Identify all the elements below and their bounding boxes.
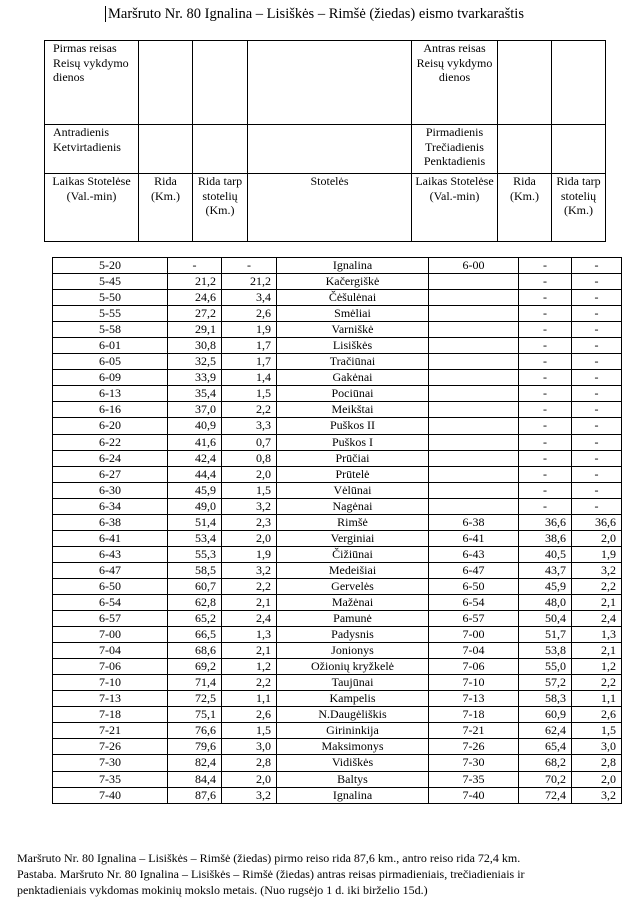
cell-between: 3,4 xyxy=(222,290,277,306)
cell-between: 1,1 xyxy=(222,691,277,707)
cell-time: 5-50 xyxy=(53,290,168,306)
cell-km: 53,4 xyxy=(168,530,222,546)
cell-between: 2,4 xyxy=(222,611,277,627)
cell-km: 76,6 xyxy=(168,723,222,739)
table-row xyxy=(53,627,622,643)
cell-km: 21,2 xyxy=(168,274,222,290)
cell-stop: Smėliai xyxy=(277,306,429,322)
cell-stop: Baltys xyxy=(277,771,429,787)
cell-time2 xyxy=(429,322,519,338)
cell-km2: - xyxy=(519,498,572,514)
cell-km2: 50,4 xyxy=(519,611,572,627)
cell-stop: Ignalina xyxy=(277,787,429,803)
cell-km: 71,4 xyxy=(168,675,222,691)
cell-time: 5-58 xyxy=(53,322,168,338)
cell-between2: 1,5 xyxy=(572,723,622,739)
cell-km2: - xyxy=(519,258,572,274)
cell-km2: 68,2 xyxy=(519,755,572,771)
cell-km2: - xyxy=(519,466,572,482)
second-trip-label: Antras reisas Reisų vykdymo dienos xyxy=(412,41,498,125)
table-row xyxy=(53,578,622,594)
cell-time2: 7-18 xyxy=(429,707,519,723)
cell-between2: - xyxy=(572,258,622,274)
cell-between: 1,9 xyxy=(222,322,277,338)
cell-time: 7-26 xyxy=(53,739,168,755)
cell-stop: Vidiškės xyxy=(277,755,429,771)
cell-time2: 6-57 xyxy=(429,611,519,627)
table-row xyxy=(53,386,622,402)
cell-between: 2,2 xyxy=(222,675,277,691)
cell-km2: 53,8 xyxy=(519,643,572,659)
cell-km2: 48,0 xyxy=(519,594,572,610)
cell-time: 7-35 xyxy=(53,771,168,787)
cell-time: 6-54 xyxy=(53,594,168,610)
cell-km2: 72,4 xyxy=(519,787,572,803)
cell-km: 27,2 xyxy=(168,306,222,322)
table-row xyxy=(53,498,622,514)
cell-between: 0,7 xyxy=(222,434,277,450)
cell-km2: 60,9 xyxy=(519,707,572,723)
cell-km: 82,4 xyxy=(168,755,222,771)
cell-time2: 6-43 xyxy=(429,546,519,562)
cell-time: 6-22 xyxy=(53,434,168,450)
cell-between2: - xyxy=(572,466,622,482)
cell-stop: Puškos I xyxy=(277,434,429,450)
cell-time: 7-40 xyxy=(53,787,168,803)
cell-time2 xyxy=(429,466,519,482)
schedule-header-table xyxy=(44,40,606,242)
cell-stop: Jonionys xyxy=(277,643,429,659)
cell-km2: 38,6 xyxy=(519,530,572,546)
cell-time: 7-04 xyxy=(53,643,168,659)
col-header-time: Laikas Stotelėse (Val.-min) xyxy=(45,174,139,242)
cell-between: 3,3 xyxy=(222,418,277,434)
table-row xyxy=(53,402,622,418)
cell-km2: 55,0 xyxy=(519,659,572,675)
cell-km: 45,9 xyxy=(168,482,222,498)
cell-km: 40,9 xyxy=(168,418,222,434)
cell-time2: 7-21 xyxy=(429,723,519,739)
table-row xyxy=(53,723,622,739)
cell-km: 44,4 xyxy=(168,466,222,482)
table-row xyxy=(53,290,622,306)
col-header-km2: Rida (Km.) xyxy=(498,174,552,242)
cell-km2: 40,5 xyxy=(519,546,572,562)
first-trip-label: Pirmas reisas Reisų vykdymo dienos xyxy=(45,41,139,125)
cell-time2: 6-41 xyxy=(429,530,519,546)
cell-time2 xyxy=(429,402,519,418)
table-row xyxy=(53,418,622,434)
cell-between2: - xyxy=(572,290,622,306)
page-title: Maršruto Nr. 80 Ignalina – Lisiškės – Rimšė (žiedas) eismo tvarkaraštis xyxy=(0,6,629,23)
cell-between: - xyxy=(222,258,277,274)
cell-stop: Čižiūnai xyxy=(277,546,429,562)
cell-stop: Medeišiai xyxy=(277,562,429,578)
cell-km2: 43,7 xyxy=(519,562,572,578)
table-row xyxy=(53,643,622,659)
cell-between2: 2,4 xyxy=(572,611,622,627)
cell-between: 1,5 xyxy=(222,386,277,402)
cell-km: 79,6 xyxy=(168,739,222,755)
cell-time: 6-47 xyxy=(53,562,168,578)
cell-between: 1,5 xyxy=(222,723,277,739)
cell-km: 72,5 xyxy=(168,691,222,707)
table-row xyxy=(53,258,622,274)
cell-km2: - xyxy=(519,418,572,434)
cell-km: 41,6 xyxy=(168,434,222,450)
table-row xyxy=(53,530,622,546)
cell-km2: 58,3 xyxy=(519,691,572,707)
cell-stop: Rimšė xyxy=(277,514,429,530)
table-row xyxy=(53,659,622,675)
table-row xyxy=(53,354,622,370)
cell-time2: 6-38 xyxy=(429,514,519,530)
table-row xyxy=(53,707,622,723)
cell-stop: Tračiūnai xyxy=(277,354,429,370)
cell-time2: 6-54 xyxy=(429,594,519,610)
cell-time2: 7-40 xyxy=(429,787,519,803)
col-header-between: Rida tarp stotelių (Km.) xyxy=(193,174,248,242)
cell-between2: - xyxy=(572,482,622,498)
remark-line-1: Pastaba. Maršruto Nr. 80 Ignalina – Lisiškės – Rimšė (žiedas) antras reisas pirmadieniais, trečiadieniais ir xyxy=(17,867,525,881)
cell-km2: - xyxy=(519,306,572,322)
cell-km: 51,4 xyxy=(168,514,222,530)
cell-stop: Girininkija xyxy=(277,723,429,739)
cell-km: 30,8 xyxy=(168,338,222,354)
cell-time: 7-21 xyxy=(53,723,168,739)
cell-time2 xyxy=(429,338,519,354)
cell-stop: Nagėnai xyxy=(277,498,429,514)
col-header-time2: Laikas Stotelėse (Val.-min) xyxy=(412,174,498,242)
cell-between: 1,5 xyxy=(222,482,277,498)
table-row xyxy=(53,338,622,354)
cell-between2: 2,1 xyxy=(572,643,622,659)
cell-between2: - xyxy=(572,322,622,338)
cell-km2: 51,7 xyxy=(519,627,572,643)
cell-time2 xyxy=(429,418,519,434)
table-row xyxy=(53,771,622,787)
cell-between2: 36,6 xyxy=(572,514,622,530)
cell-km2: - xyxy=(519,434,572,450)
cell-between: 2,6 xyxy=(222,707,277,723)
cell-time2: 7-35 xyxy=(429,771,519,787)
cell-km2: - xyxy=(519,450,572,466)
cell-km2: - xyxy=(519,386,572,402)
cell-time2: 7-13 xyxy=(429,691,519,707)
cell-time2 xyxy=(429,386,519,402)
cell-stop: Pociūnai xyxy=(277,386,429,402)
cell-km: 68,6 xyxy=(168,643,222,659)
table-row xyxy=(53,675,622,691)
cell-between2: - xyxy=(572,370,622,386)
cell-stop: Gervelės xyxy=(277,578,429,594)
cell-time2 xyxy=(429,434,519,450)
cell-stop: Kampelis xyxy=(277,691,429,707)
cell-time: 6-50 xyxy=(53,578,168,594)
cell-between: 3,2 xyxy=(222,498,277,514)
cell-between2: - xyxy=(572,450,622,466)
cell-between: 2,0 xyxy=(222,771,277,787)
cell-between2: 2,8 xyxy=(572,755,622,771)
table-row xyxy=(53,370,622,386)
cell-time: 6-57 xyxy=(53,611,168,627)
cell-stop: Mažėnai xyxy=(277,594,429,610)
cell-time: 6-16 xyxy=(53,402,168,418)
cell-time2: 7-10 xyxy=(429,675,519,691)
cell-between: 1,3 xyxy=(222,627,277,643)
cell-between: 3,2 xyxy=(222,787,277,803)
remark-line-2: penktadieniais vykdomas mokinių mokslo metais. (Nuo rugsėjo 1 d. iki birželio 15d.) xyxy=(17,883,428,897)
cell-stop: Ignalina xyxy=(277,258,429,274)
cell-stop: Lisiškės xyxy=(277,338,429,354)
cell-between2: 1,3 xyxy=(572,627,622,643)
cell-km: 29,1 xyxy=(168,322,222,338)
cell-km: 49,0 xyxy=(168,498,222,514)
cell-stop: Verginiai xyxy=(277,530,429,546)
cell-between2: 2,0 xyxy=(572,530,622,546)
cell-km: 37,0 xyxy=(168,402,222,418)
cell-km2: 70,2 xyxy=(519,771,572,787)
cell-km: 65,2 xyxy=(168,611,222,627)
cell-stop: Taujūnai xyxy=(277,675,429,691)
cell-km2: 65,4 xyxy=(519,739,572,755)
cell-km: 62,8 xyxy=(168,594,222,610)
cell-time2: 6-50 xyxy=(429,578,519,594)
cell-time: 7-13 xyxy=(53,691,168,707)
cell-between: 2,2 xyxy=(222,402,277,418)
cell-stop: Ožionių kryžkelė xyxy=(277,659,429,675)
cell-km2: - xyxy=(519,322,572,338)
cell-km: 75,1 xyxy=(168,707,222,723)
cell-time2: 6-00 xyxy=(429,258,519,274)
cell-km2: 62,4 xyxy=(519,723,572,739)
table-row xyxy=(53,755,622,771)
cell-between2: 3,2 xyxy=(572,787,622,803)
cell-between: 2,2 xyxy=(222,578,277,594)
cell-time2: 7-06 xyxy=(429,659,519,675)
cell-km2: - xyxy=(519,274,572,290)
cell-km2: 45,9 xyxy=(519,578,572,594)
table-row xyxy=(53,322,622,338)
cell-stop: Prūčiai xyxy=(277,450,429,466)
cell-time: 7-30 xyxy=(53,755,168,771)
table-row xyxy=(53,787,622,803)
cell-time2 xyxy=(429,498,519,514)
cell-time: 7-10 xyxy=(53,675,168,691)
cell-stop: Maksimonys xyxy=(277,739,429,755)
cell-km2: - xyxy=(519,482,572,498)
cell-between2: - xyxy=(572,306,622,322)
cell-km: 60,7 xyxy=(168,578,222,594)
cell-between2: - xyxy=(572,434,622,450)
cell-time: 5-45 xyxy=(53,274,168,290)
cell-stop: Prūtelė xyxy=(277,466,429,482)
cell-between2: - xyxy=(572,402,622,418)
table-row xyxy=(53,466,622,482)
table-row xyxy=(53,691,622,707)
cell-between: 0,8 xyxy=(222,450,277,466)
second-trip-days: Pirmadienis Trečiadienis Penktadienis xyxy=(412,125,498,174)
cell-time: 6-30 xyxy=(53,482,168,498)
cell-km2: - xyxy=(519,402,572,418)
cell-time: 6-05 xyxy=(53,354,168,370)
cell-stop: Puškos II xyxy=(277,418,429,434)
cell-time2: 7-04 xyxy=(429,643,519,659)
cell-time2 xyxy=(429,290,519,306)
cell-km: 35,4 xyxy=(168,386,222,402)
cell-km: 55,3 xyxy=(168,546,222,562)
table-row xyxy=(53,611,622,627)
cell-between: 2,3 xyxy=(222,514,277,530)
cell-time: 6-34 xyxy=(53,498,168,514)
cell-km2: - xyxy=(519,354,572,370)
cell-between: 1,4 xyxy=(222,370,277,386)
cell-stop: Meikštai xyxy=(277,402,429,418)
cell-km: 42,4 xyxy=(168,450,222,466)
cell-time2 xyxy=(429,306,519,322)
cell-km2: - xyxy=(519,338,572,354)
cell-time: 5-55 xyxy=(53,306,168,322)
cell-between: 2,1 xyxy=(222,594,277,610)
col-header-km: Rida (Km.) xyxy=(139,174,193,242)
cell-km: 87,6 xyxy=(168,787,222,803)
cell-between2: 2,1 xyxy=(572,594,622,610)
table-row xyxy=(53,434,622,450)
cell-time: 7-06 xyxy=(53,659,168,675)
cell-time: 6-13 xyxy=(53,386,168,402)
cell-time2 xyxy=(429,274,519,290)
cell-between2: - xyxy=(572,338,622,354)
cell-between: 3,2 xyxy=(222,562,277,578)
cell-between: 1,2 xyxy=(222,659,277,675)
cell-km: 32,5 xyxy=(168,354,222,370)
cell-km: - xyxy=(168,258,222,274)
cell-time: 6-43 xyxy=(53,546,168,562)
cell-km2: 57,2 xyxy=(519,675,572,691)
table-row xyxy=(53,514,622,530)
cell-between2: - xyxy=(572,418,622,434)
cell-stop: Padysnis xyxy=(277,627,429,643)
col-header-stops: Stotelės xyxy=(248,174,412,242)
table-row xyxy=(53,306,622,322)
cell-km2: - xyxy=(519,290,572,306)
cell-time2 xyxy=(429,450,519,466)
cell-km: 84,4 xyxy=(168,771,222,787)
cell-between2: - xyxy=(572,354,622,370)
cell-between2: 1,2 xyxy=(572,659,622,675)
cell-stop: Pamunė xyxy=(277,611,429,627)
cell-time: 6-27 xyxy=(53,466,168,482)
cell-time: 6-24 xyxy=(53,450,168,466)
cell-between2: - xyxy=(572,498,622,514)
cell-between2: 1,9 xyxy=(572,546,622,562)
cell-time2 xyxy=(429,354,519,370)
schedule-table xyxy=(52,257,622,804)
cell-km2: - xyxy=(519,370,572,386)
cell-between: 3,0 xyxy=(222,739,277,755)
cell-km: 24,6 xyxy=(168,290,222,306)
table-row xyxy=(53,562,622,578)
cell-stop: Čėšulėnai xyxy=(277,290,429,306)
table-row xyxy=(53,274,622,290)
cell-between2: - xyxy=(572,274,622,290)
cell-time2: 7-30 xyxy=(429,755,519,771)
cell-between2: 2,2 xyxy=(572,578,622,594)
cell-between: 2,1 xyxy=(222,643,277,659)
cell-stop: Varniškė xyxy=(277,322,429,338)
cell-between: 1,7 xyxy=(222,354,277,370)
cell-between2: 2,6 xyxy=(572,707,622,723)
cell-time: 6-01 xyxy=(53,338,168,354)
table-row xyxy=(53,450,622,466)
cell-stop: N.Daugėliškis xyxy=(277,707,429,723)
cell-between: 2,0 xyxy=(222,530,277,546)
cell-between: 1,7 xyxy=(222,338,277,354)
cell-time2: 7-00 xyxy=(429,627,519,643)
cell-between: 2,6 xyxy=(222,306,277,322)
cell-stop: Vėlūnai xyxy=(277,482,429,498)
cell-between2: 1,1 xyxy=(572,691,622,707)
cell-between2: - xyxy=(572,386,622,402)
cell-time: 7-00 xyxy=(53,627,168,643)
cell-km: 58,5 xyxy=(168,562,222,578)
cell-time2: 6-47 xyxy=(429,562,519,578)
first-trip-days: Antradienis Ketvirtadienis xyxy=(45,125,139,174)
cell-time: 6-41 xyxy=(53,530,168,546)
table-row xyxy=(53,594,622,610)
cell-between2: 2,2 xyxy=(572,675,622,691)
cell-km: 69,2 xyxy=(168,659,222,675)
cell-time2: 7-26 xyxy=(429,739,519,755)
cell-time: 6-20 xyxy=(53,418,168,434)
cell-stop: Kačergiškė xyxy=(277,274,429,290)
cell-time: 5-20 xyxy=(53,258,168,274)
cell-between: 21,2 xyxy=(222,274,277,290)
cell-between: 1,9 xyxy=(222,546,277,562)
cell-time: 6-09 xyxy=(53,370,168,386)
cell-km2: 36,6 xyxy=(519,514,572,530)
cell-between2: 3,0 xyxy=(572,739,622,755)
cell-between: 2,8 xyxy=(222,755,277,771)
cell-time2 xyxy=(429,482,519,498)
cell-between2: 2,0 xyxy=(572,771,622,787)
cell-between: 2,0 xyxy=(222,466,277,482)
route-distance-note: Maršruto Nr. 80 Ignalina – Lisiškės – Rimšė (žiedas) pirmo reiso rida 87,6 km., antro reiso rida 72,4 km. xyxy=(17,851,521,865)
cell-km: 66,5 xyxy=(168,627,222,643)
cell-between2: 3,2 xyxy=(572,562,622,578)
table-row xyxy=(53,546,622,562)
table-row xyxy=(53,482,622,498)
cell-stop: Gakėnai xyxy=(277,370,429,386)
cell-km: 33,9 xyxy=(168,370,222,386)
table-row xyxy=(53,739,622,755)
cell-time: 6-38 xyxy=(53,514,168,530)
cell-time2 xyxy=(429,370,519,386)
col-header-between2: Rida tarp stotelių (Km.) xyxy=(552,174,606,242)
cell-time: 7-18 xyxy=(53,707,168,723)
